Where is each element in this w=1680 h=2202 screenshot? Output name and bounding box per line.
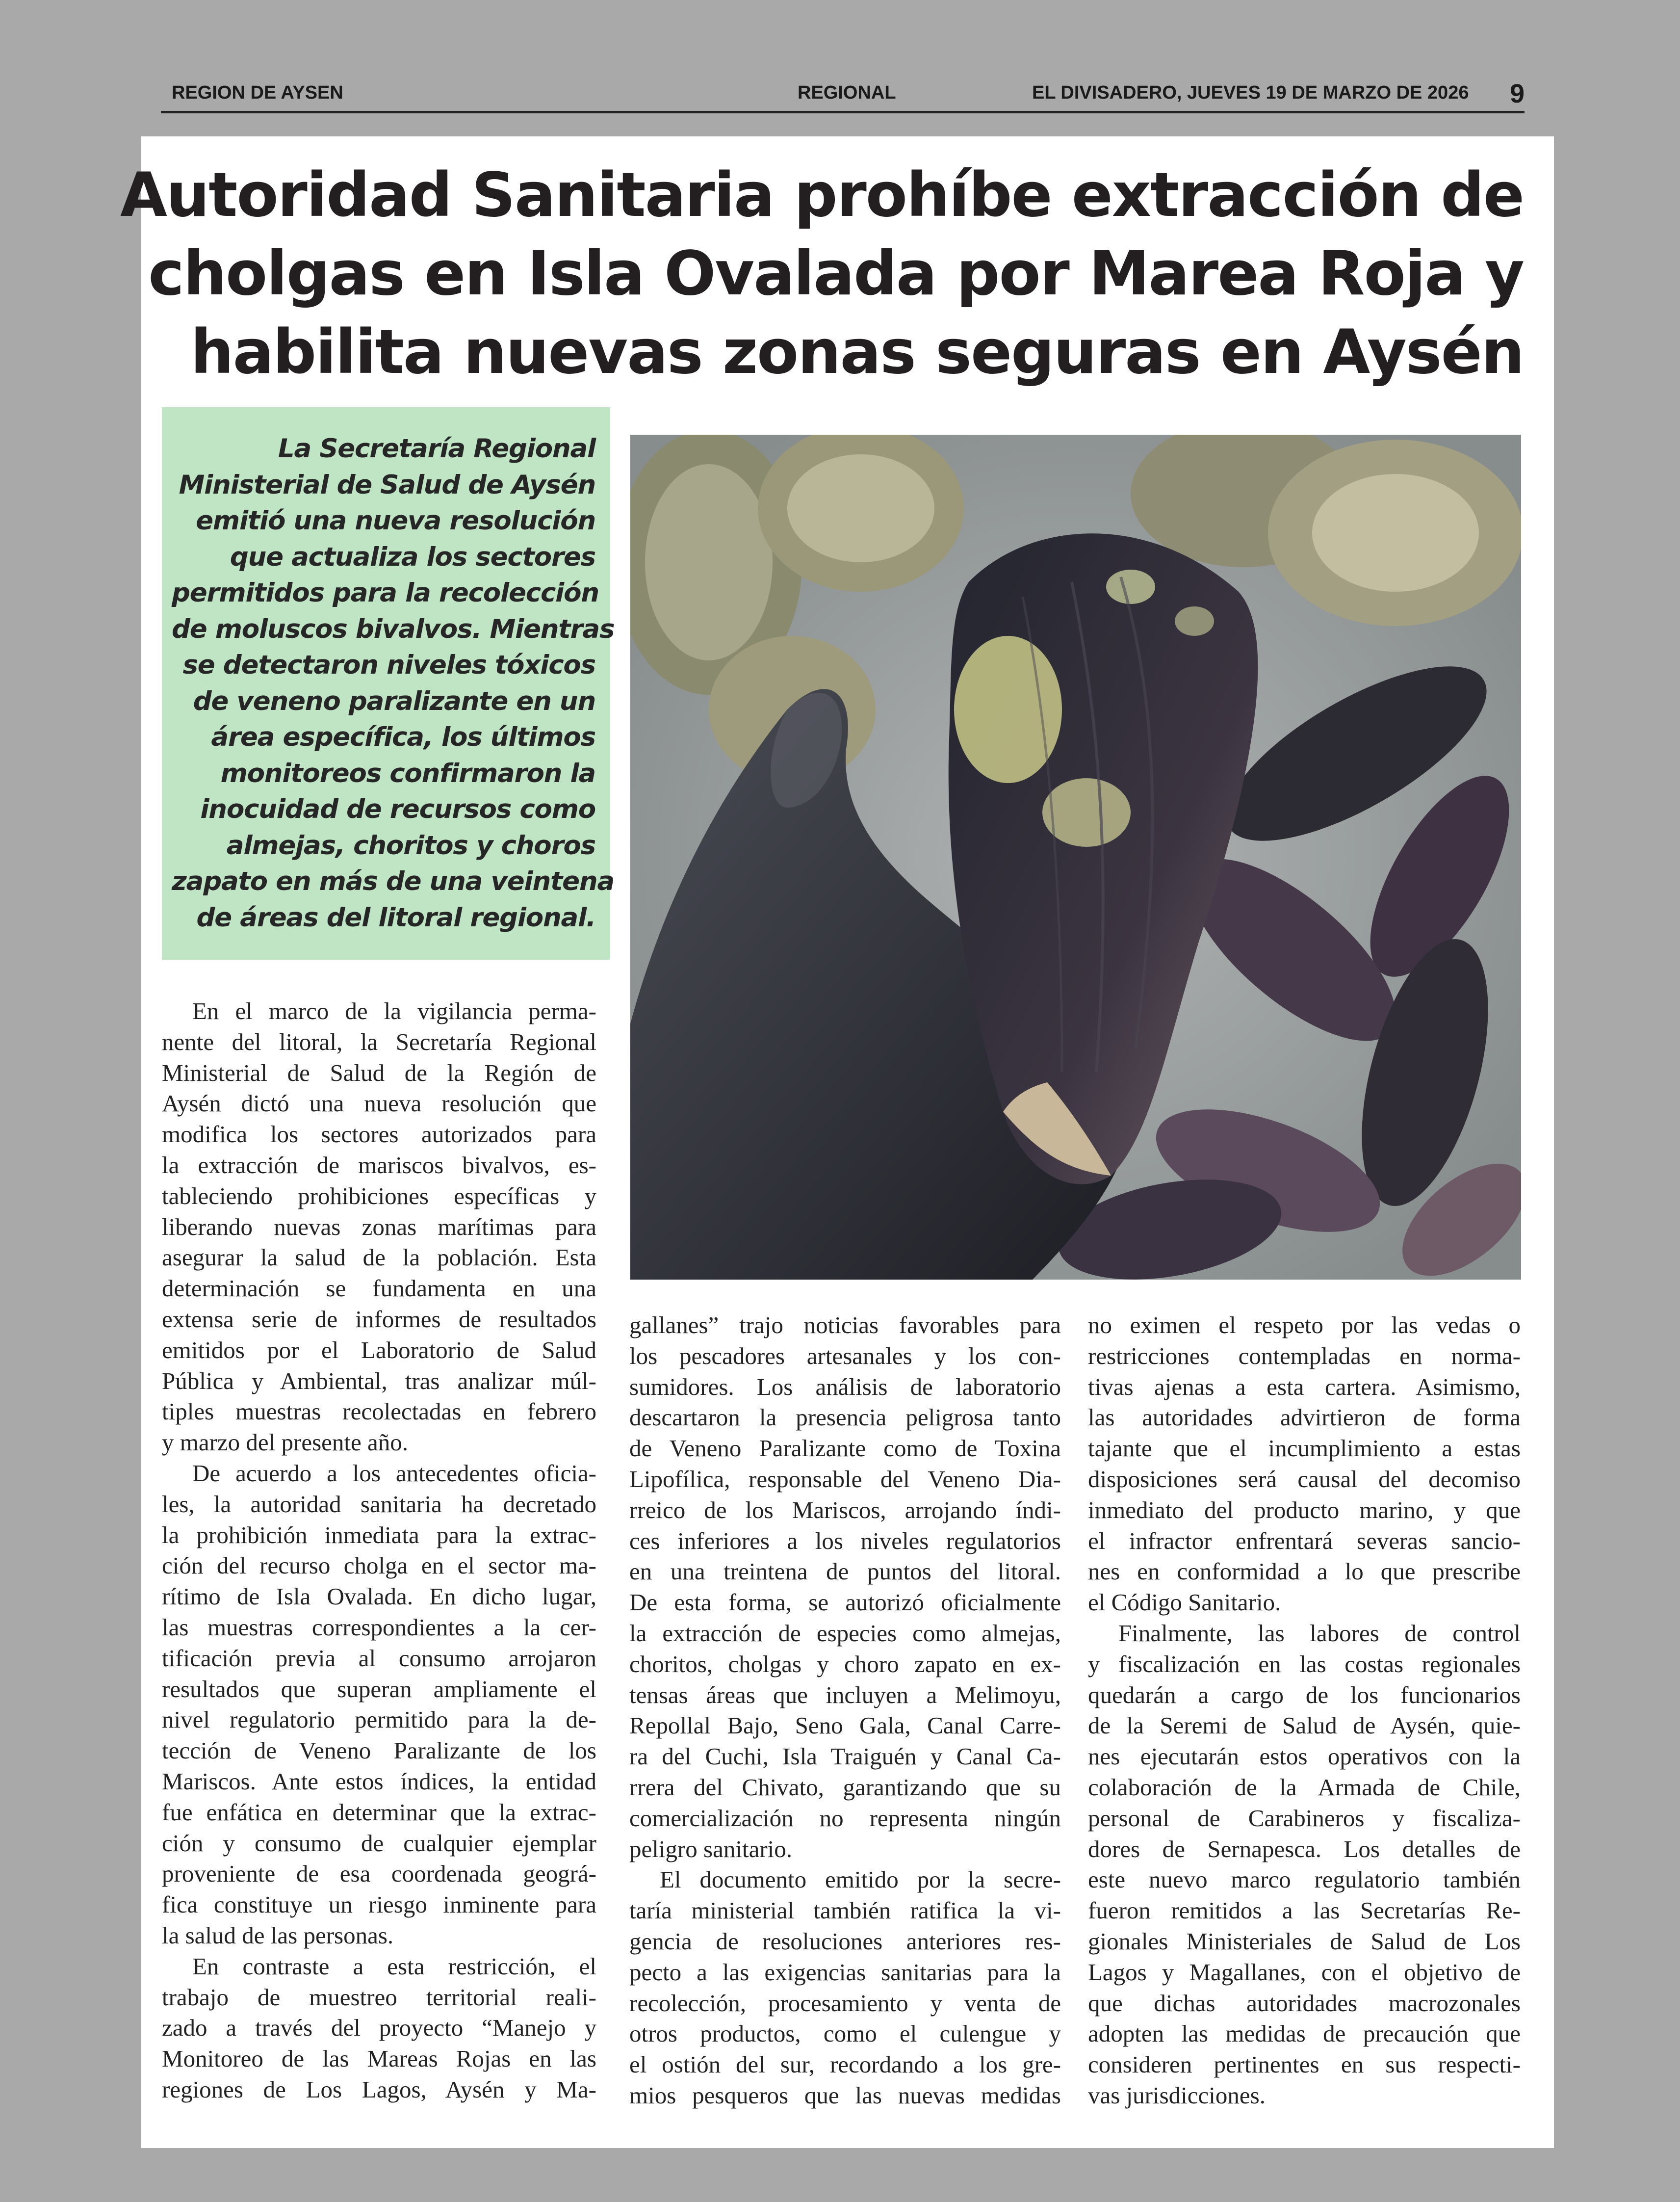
text-line: de Veneno Paralizante como de Toxina — [629, 1435, 1061, 1462]
text-line: proveniente de esa coordenada geográ- — [162, 1860, 596, 1887]
text-line: rreico de los Mariscos, arrojando índi- — [629, 1496, 1061, 1523]
text-line: inmediato del producto marino, y que — [1088, 1496, 1521, 1523]
text-line: que dichas autoridades macrozonales — [1088, 1989, 1521, 2017]
text-line: Aysén dictó una nueva resolución que — [162, 1090, 596, 1117]
text-line: el infractor enfrentará severas sancio- — [1088, 1527, 1521, 1554]
headline-line: Autoridad Sanitaria prohíbe extracción de — [120, 160, 1524, 231]
text-line: rrera del Chivato, garantizando que su — [629, 1773, 1061, 1801]
text-line: tableciendo prohibiciones específicas y — [162, 1182, 596, 1209]
text-line: pecto a las exigencias sanitarias para la — [629, 1958, 1061, 1986]
text-line: tivas ajenas a esta cartera. Asimismo, — [1088, 1373, 1521, 1400]
lead-line: zapato en más de una veintena — [172, 866, 615, 896]
body-column-1 — [162, 996, 596, 2105]
text-line: nes en conformidad a lo que prescribe — [1088, 1558, 1521, 1585]
headline-line: habilita nuevas zonas seguras en Aysén — [190, 317, 1524, 388]
text-line: En el marco de la vigilancia perma- — [192, 997, 596, 1024]
text-line: trabajo de muestreo territorial reali- — [162, 1983, 596, 2011]
page-number: 9 — [1510, 79, 1525, 108]
text-line: colaboración de la Armada de Chile, — [1088, 1773, 1521, 1801]
text-line: regiones de Los Lagos, Aysén y Ma- — [162, 2075, 596, 2103]
text-line: Repollal Bajo, Seno Gala, Canal Carre- — [629, 1712, 1061, 1739]
text-line: no eximen el respeto por las vedas o — [1088, 1311, 1521, 1338]
text-line: la prohibición inmediata para la extrac- — [162, 1521, 596, 1548]
text-line: sumidores. Los análisis de laboratorio — [629, 1373, 1061, 1400]
text-line: vas jurisdicciones. — [1088, 2081, 1266, 2109]
lead-line: de moluscos bivalvos. Mientras — [172, 614, 615, 644]
text-line: zado a través del proyecto “Manejo y — [162, 2014, 596, 2042]
text-line: Ministerial de Salud de la Región de — [162, 1059, 596, 1086]
text-line: Finalmente, las labores de control — [1118, 1619, 1521, 1647]
text-line: consideren pertinentes en sus respecti- — [1088, 2051, 1521, 2078]
text-line: la extracción de especies como almejas, — [629, 1619, 1061, 1647]
lead-line: de veneno paralizante en un — [193, 686, 595, 716]
text-line: rítimo de Isla Ovalada. En dicho lugar, — [162, 1583, 596, 1610]
article-photo — [630, 435, 1521, 1280]
lead-box — [162, 407, 615, 960]
lead-line: emitió una nueva resolución — [196, 506, 595, 536]
text-line: ción y consumo de cualquier ejemplar — [162, 1829, 596, 1857]
lead-text — [172, 431, 615, 936]
text-line: emitidos por el Laboratorio de Salud — [162, 1336, 596, 1363]
text-line: tensas áreas que incluyen a Melimoyu, — [629, 1681, 1061, 1708]
text-line: las autoridades advirtieron de forma — [1088, 1404, 1521, 1431]
lead-line: de áreas del litoral regional. — [196, 902, 595, 933]
text-line: recolección, procesamiento y venta de — [629, 1989, 1061, 2017]
text-line: Lipofílica, responsable del Veneno Dia- — [629, 1465, 1061, 1493]
text-line: tajante que el incumplimiento a estas — [1088, 1435, 1521, 1462]
text-line: De acuerdo a los antecedentes oficia- — [192, 1459, 596, 1487]
text-line: ción del recurso cholga en el sector ma- — [162, 1552, 596, 1579]
text-line: taría ministerial también ratifica la vi- — [629, 1897, 1061, 1924]
text-line: En contraste a esta restricción, el — [192, 1952, 596, 1980]
text-line: asegurar la salud de la población. Esta — [162, 1244, 596, 1271]
lead-line: se detectaron niveles tóxicos — [182, 650, 595, 680]
text-line: la salud de las personas. — [162, 1921, 394, 1949]
text-line: adopten las medidas de precaución que — [1088, 2020, 1521, 2047]
lead-line: almejas, choritos y choros — [226, 830, 595, 861]
text-line: peligro sanitario. — [629, 1835, 793, 1862]
text-line: el ostión del sur, recordando a los gre- — [629, 2051, 1061, 2078]
headline-line: cholgas en Isla Ovalada por Marea Roja y — [148, 238, 1524, 309]
text-line: este nuevo marco regulatorio también — [1088, 1866, 1521, 1893]
header-divider — [161, 111, 1525, 113]
section-category: REGIONAL — [798, 82, 896, 103]
text-line: de la Seremi de Salud de Aysén, quie- — [1088, 1712, 1521, 1739]
body-column-3 — [1088, 1310, 1521, 2111]
text-line: Monitoreo de las Mareas Rojas en las — [162, 2045, 596, 2072]
text-line: Lagos y Magallanes, con el objetivo de — [1088, 1958, 1521, 1986]
text-line: modifica los sectores autorizados para — [162, 1121, 596, 1148]
lead-line: permitidos para la recolección — [172, 578, 599, 608]
lead-line: inocuidad de recursos como — [200, 794, 595, 824]
lead-line: La Secretaría Regional — [278, 434, 595, 464]
text-line: dores de Sernapesca. Los detalles de — [1088, 1835, 1521, 1862]
text-line: y marzo del presente año. — [162, 1429, 409, 1456]
section-name: REGION DE AYSEN — [172, 82, 343, 103]
text-line: descartaron la presencia peligrosa tanto — [629, 1404, 1061, 1431]
text-line: en una treintena de puntos del litoral. — [629, 1558, 1061, 1585]
text-line: tiples muestras recolectadas en febrero — [162, 1398, 596, 1425]
text-line: ces inferiores a los niveles regulatorios — [629, 1527, 1061, 1554]
text-line: Pública y Ambiental, tras analizar múl- — [162, 1367, 596, 1394]
text-line: gencia de resoluciones anteriores res- — [629, 1927, 1061, 1955]
text-line: resultados que superan ampliamente el — [162, 1675, 596, 1703]
text-line: gionales Ministeriales de Salud de Los — [1088, 1927, 1521, 1955]
text-line: la extracción de mariscos bivalvos, es- — [162, 1151, 596, 1179]
text-line: Mariscos. Ante estos índices, la entidad — [162, 1767, 596, 1795]
body-column-2 — [629, 1310, 1061, 2111]
lead-line: que actualiza los sectores — [230, 542, 595, 572]
text-line: mios pesqueros que las nuevas medidas — [629, 2081, 1061, 2109]
text-line: quedarán a cargo de los funcionarios — [1088, 1681, 1521, 1708]
text-line: ra del Cuchi, Isla Traiguén y Canal Ca- — [629, 1743, 1061, 1770]
text-line: los pescadores artesanales y los con- — [629, 1342, 1061, 1369]
text-line: fue enfática en determinar que la extrac- — [162, 1798, 596, 1826]
article-headline — [0, 156, 1524, 392]
text-line: tificación previa al consumo arrojaron — [162, 1644, 596, 1672]
text-line: personal de Carabineros y fiscaliza- — [1088, 1804, 1521, 1832]
text-line: determinación se fundamenta en una — [162, 1275, 596, 1302]
text-line: el Código Sanitario. — [1088, 1589, 1281, 1616]
lead-line: área específica, los últimos — [211, 722, 595, 752]
text-line: liberando nuevas zonas marítimas para — [162, 1213, 596, 1240]
lead-line: monitoreos confirmaron la — [220, 758, 595, 788]
text-line: fica constituye un riesgo inminente para — [162, 1891, 596, 1918]
text-line: y fiscalización en las costas regionales — [1088, 1650, 1521, 1678]
text-line: otros productos, como el culengue y — [629, 2020, 1061, 2047]
text-line: las muestras correspondientes a la cer- — [162, 1613, 596, 1641]
text-line: extensa serie de informes de resultados — [162, 1305, 596, 1333]
text-line: gallanes” trajo noticias favorables para — [629, 1311, 1061, 1338]
text-line: tección de Veneno Paralizante de los — [162, 1737, 596, 1764]
text-line: De esta forma, se autorizó oficialmente — [629, 1589, 1061, 1616]
lead-line: Ministerial de Salud de Aysén — [179, 470, 595, 500]
text-line: les, la autoridad sanitaria ha decretado — [162, 1490, 596, 1518]
text-line: disposiciones será causal del decomiso — [1088, 1465, 1521, 1493]
text-line: comercialización no representa ningún — [629, 1804, 1061, 1832]
text-line: nente del litoral, la Secretaría Regional — [162, 1028, 596, 1055]
text-line: nivel regulatorio permitido para la de- — [162, 1706, 596, 1733]
text-line: fueron remitidos a las Secretarías Re- — [1088, 1897, 1521, 1924]
text-line: El documento emitido por la secre- — [660, 1866, 1061, 1893]
text-line: choritos, cholgas y choro zapato en ex- — [629, 1650, 1061, 1678]
publication-date: EL DIVISADERO, JUEVES 19 DE MARZO DE 2026 — [1032, 82, 1469, 103]
text-line: restricciones contempladas en norma- — [1088, 1342, 1521, 1369]
mussel-photo-icon — [630, 435, 1521, 1280]
text-line: nes ejecutarán estos operativos con la — [1088, 1743, 1521, 1770]
